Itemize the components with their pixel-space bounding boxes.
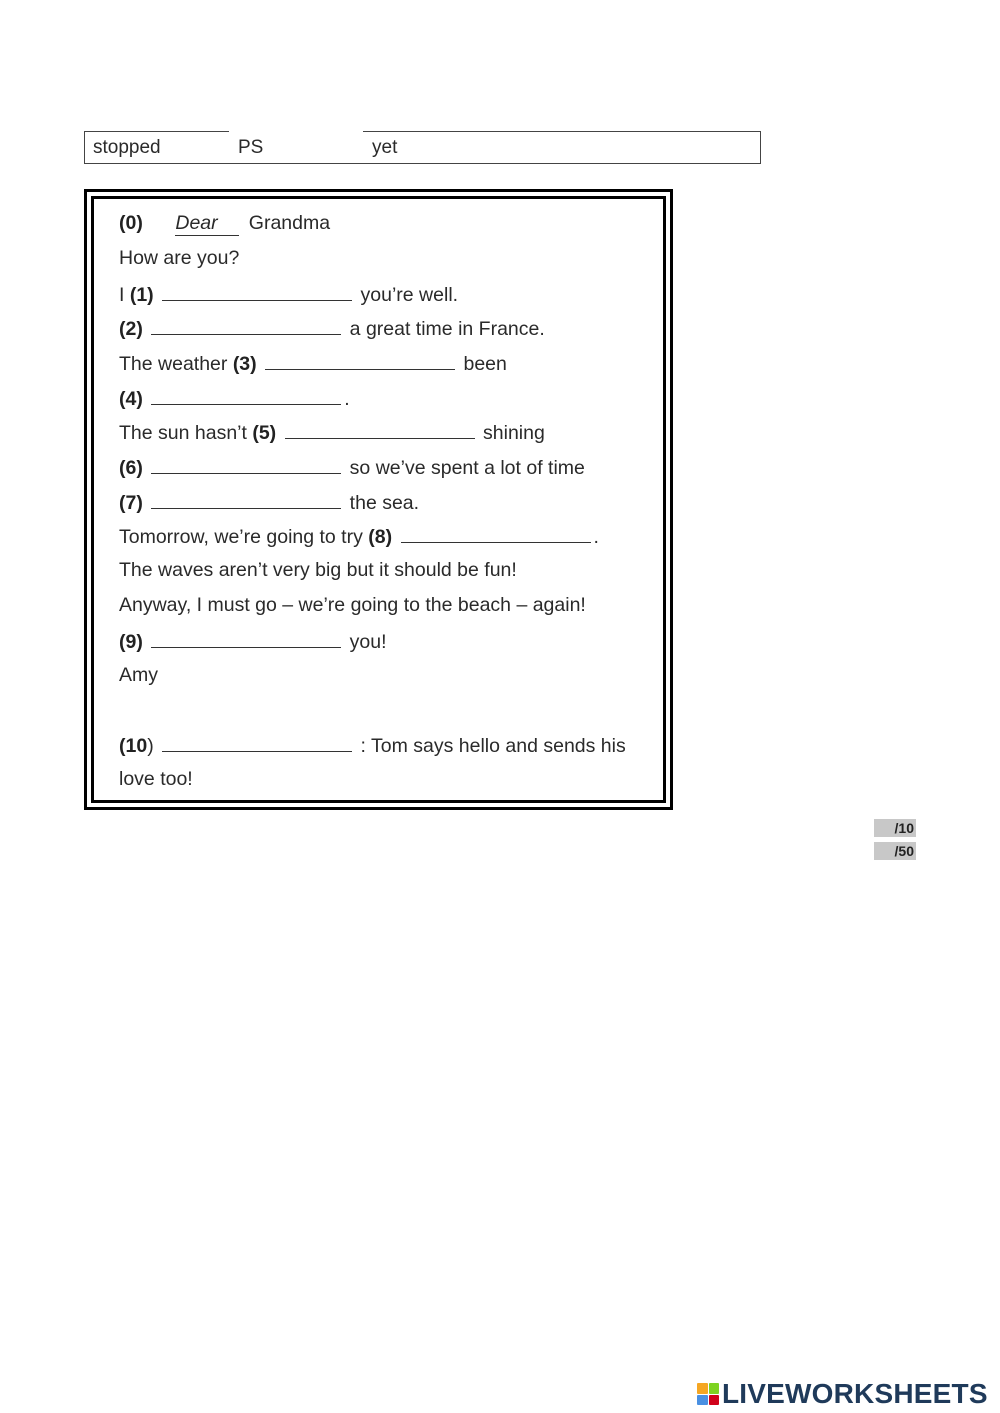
score-section: /10 — [874, 819, 916, 837]
word-bank — [84, 131, 761, 164]
answer-blank-7[interactable] — [151, 490, 341, 509]
logo-square — [697, 1383, 708, 1394]
brand-name: LIVEWORKSHEETS — [722, 1378, 988, 1409]
letter-line: How are you? — [119, 247, 240, 269]
letter-line: Anyway, I must go – we’re going to the beach – again! — [119, 594, 586, 616]
word-bank-item: stopped — [93, 137, 161, 158]
answer-blank-1[interactable] — [162, 282, 352, 301]
letter-line: The waves aren’t very big but it should be fun! — [119, 559, 517, 581]
word-bank-item: PS — [238, 137, 264, 158]
signature: Amy — [119, 664, 158, 686]
letter-line-8: Tomorrow, we’re going to try (8) . — [119, 526, 599, 548]
logo-square — [709, 1395, 720, 1406]
answer-blank-3[interactable] — [265, 351, 455, 370]
letter-box — [84, 189, 673, 810]
example-answer: Dear — [175, 212, 239, 236]
letter-line-3: The weather (3) been — [119, 353, 507, 375]
letter-line-4: (4) . — [119, 388, 350, 410]
logo-square — [697, 1395, 708, 1406]
answer-blank-8[interactable] — [401, 524, 591, 543]
letter-line-10: (10) : Tom says hello and sends his — [119, 735, 626, 757]
answer-blank-5[interactable] — [285, 420, 475, 439]
answer-blank-10[interactable] — [162, 733, 352, 752]
letter-line-2: (2) a great time in France. — [119, 318, 545, 340]
letter-line-5: The sun hasn’t (5) shining — [119, 422, 545, 444]
letter-line-7: (7) the sea. — [119, 492, 420, 514]
liveworksheets-logo — [697, 1378, 988, 1410]
word-bank-item: yet — [372, 137, 398, 158]
answer-blank-6[interactable] — [151, 455, 341, 474]
liveworksheets-logo-icon — [697, 1383, 719, 1405]
answer-blank-4[interactable] — [151, 386, 341, 405]
score-total: /50 — [874, 842, 916, 860]
answer-blank-2[interactable] — [151, 316, 341, 335]
letter-line-0: (0) Dear Grandma — [119, 212, 331, 234]
letter-line-1: I (1) you’re well. — [119, 284, 459, 306]
logo-square — [709, 1383, 720, 1394]
letter-line-6: (6) so we’ve spent a lot of time — [119, 457, 585, 479]
letter-line-9: (9) you! — [119, 631, 387, 653]
answer-blank-9[interactable] — [151, 629, 341, 648]
letter-line: love too! — [119, 768, 193, 790]
